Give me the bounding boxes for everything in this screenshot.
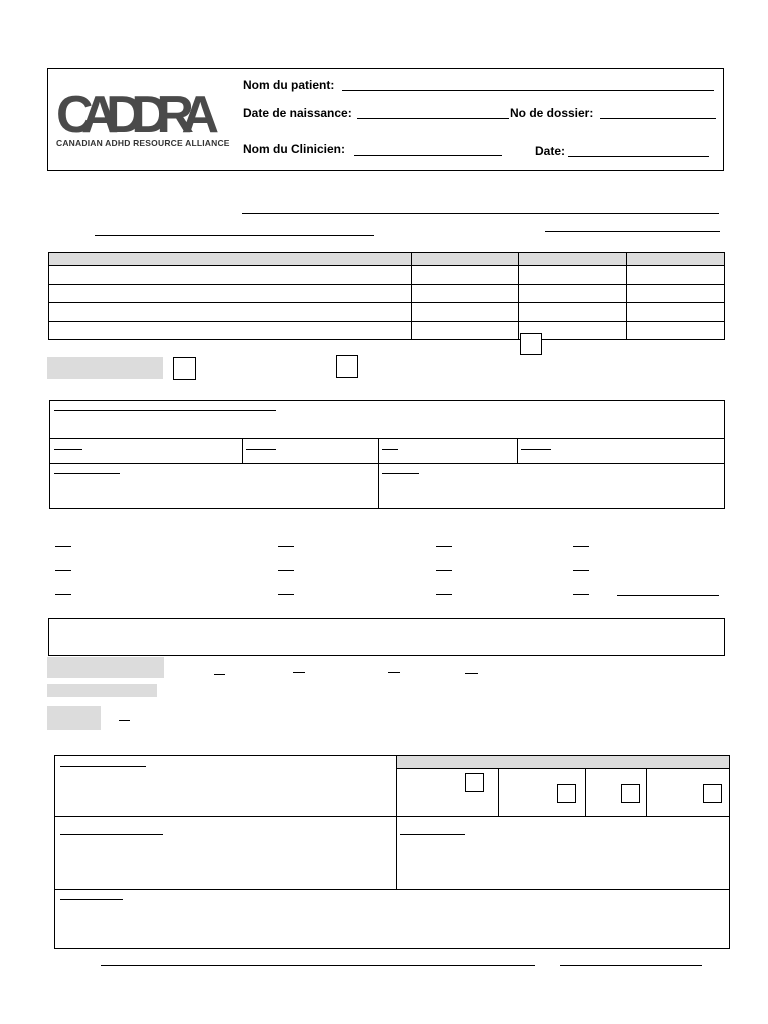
option-dash[interactable]	[55, 594, 71, 595]
field-underline[interactable]	[382, 473, 419, 474]
assessment-col	[498, 768, 499, 816]
option-dash[interactable]	[436, 594, 452, 595]
assessment-col	[646, 768, 647, 816]
blank-line[interactable]	[95, 235, 374, 236]
table-row-divider	[48, 265, 725, 266]
option-dash[interactable]	[278, 570, 294, 571]
assessment-header-shade	[397, 756, 729, 768]
notes-box[interactable]	[48, 618, 725, 656]
field-underline[interactable]	[246, 449, 276, 450]
checkbox[interactable]	[465, 773, 484, 792]
signature-line[interactable]	[101, 965, 535, 966]
option-dash[interactable]	[293, 672, 305, 673]
assessment-divider	[54, 889, 730, 890]
table-col-divider	[411, 252, 412, 340]
caddra-tagline: CANADIAN ADHD RESOURCE ALLIANCE	[56, 138, 230, 148]
checkbox[interactable]	[173, 357, 196, 380]
other-field[interactable]	[617, 595, 719, 596]
option-dash[interactable]	[55, 546, 71, 547]
date-label: Date:	[535, 144, 566, 158]
shaded-label-block	[47, 657, 164, 678]
blank-line[interactable]	[545, 231, 720, 232]
patient-name-field[interactable]	[342, 90, 714, 91]
info-box-col	[378, 438, 379, 509]
table-col-divider	[626, 252, 627, 340]
field-underline[interactable]	[60, 766, 146, 767]
assessment-col	[585, 768, 586, 816]
option-dash[interactable]	[55, 570, 71, 571]
option-dash[interactable]	[573, 546, 589, 547]
assessment-divider	[54, 816, 730, 817]
clinician-name-field[interactable]	[354, 155, 502, 156]
clinician-name-label: Nom du Clinicien:	[243, 142, 345, 156]
option-dash[interactable]	[436, 570, 452, 571]
caddra-logo	[54, 80, 230, 152]
birth-date-field[interactable]	[357, 118, 509, 119]
option-dash[interactable]	[278, 546, 294, 547]
option-dash[interactable]	[214, 674, 225, 675]
svg-text:CADDRA: CADDRA	[56, 86, 216, 144]
blank-line[interactable]	[242, 213, 719, 214]
option-dash[interactable]	[465, 673, 478, 674]
table-row-divider	[48, 321, 725, 322]
field-underline[interactable]	[60, 899, 123, 900]
info-box	[49, 400, 725, 509]
assessment-col	[396, 755, 397, 889]
date-field[interactable]	[568, 156, 709, 157]
file-number-field[interactable]	[600, 118, 716, 119]
checkbox[interactable]	[703, 784, 722, 803]
info-box-divider	[49, 463, 725, 464]
table-row-divider	[48, 284, 725, 285]
checkbox[interactable]	[557, 784, 576, 803]
checkbox[interactable]	[520, 333, 542, 355]
field-underline[interactable]	[54, 449, 82, 450]
field-underline[interactable]	[382, 449, 398, 450]
info-box-divider	[49, 438, 725, 439]
field-underline[interactable]	[54, 410, 276, 411]
info-box-col	[517, 438, 518, 463]
shaded-label-block	[47, 684, 157, 697]
checkbox[interactable]	[336, 355, 358, 378]
table-row-divider	[48, 302, 725, 303]
field-underline[interactable]	[521, 449, 551, 450]
file-number-label: No de dossier:	[510, 106, 594, 120]
checkbox[interactable]	[621, 784, 640, 803]
option-dash[interactable]	[388, 672, 400, 673]
option-dash[interactable]	[278, 594, 294, 595]
grid-table-header	[49, 253, 724, 265]
field-underline[interactable]	[54, 473, 120, 474]
assessment-divider	[396, 768, 730, 769]
option-dash[interactable]	[573, 594, 589, 595]
birth-date-label: Date de naissance:	[243, 106, 352, 120]
field-underline[interactable]	[400, 834, 465, 835]
option-dash[interactable]	[436, 546, 452, 547]
option-dash[interactable]	[119, 720, 130, 721]
info-box-col	[242, 438, 243, 463]
table-col-divider	[518, 252, 519, 340]
signature-date-line[interactable]	[560, 965, 702, 966]
shaded-label-block	[47, 357, 163, 379]
patient-name-label: Nom du patient:	[243, 78, 335, 92]
shaded-label-block	[47, 706, 101, 730]
field-underline[interactable]	[60, 834, 163, 835]
option-dash[interactable]	[573, 570, 589, 571]
